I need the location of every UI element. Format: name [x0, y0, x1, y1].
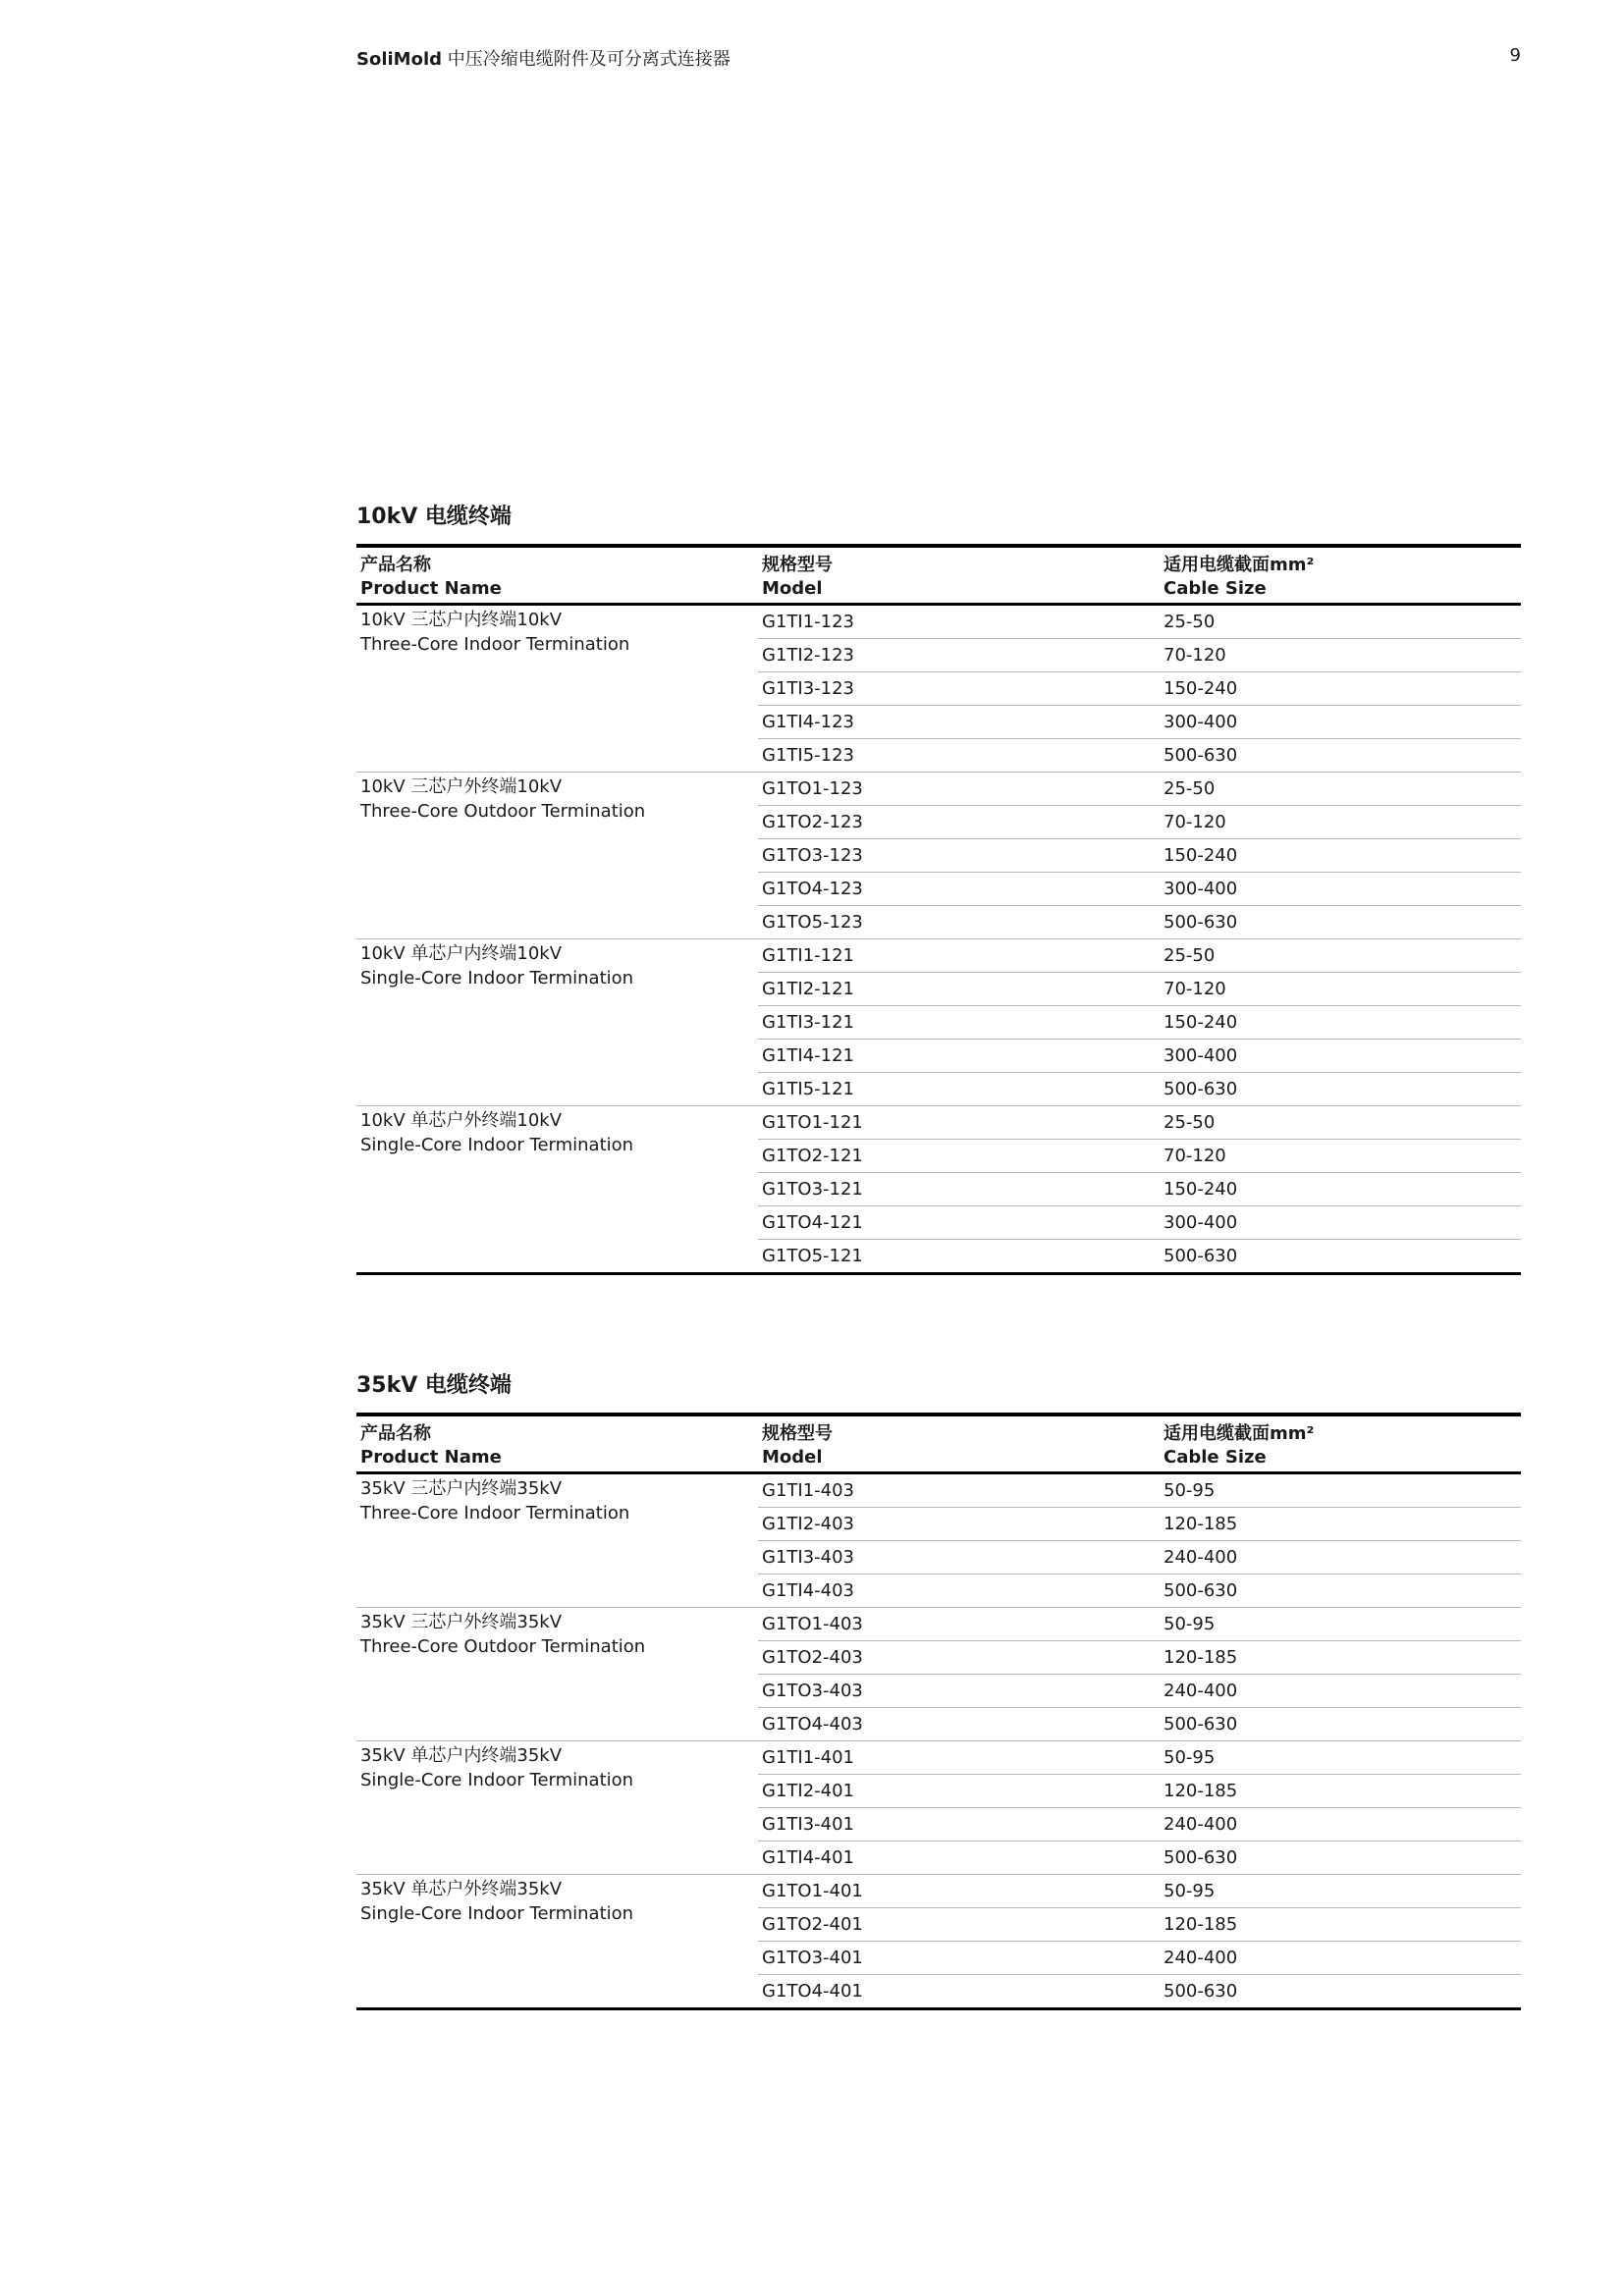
product-name-header-en: Product Name	[360, 578, 502, 599]
model-cell: G1TO1-401	[758, 1875, 1160, 1908]
page-number: 9	[1509, 45, 1521, 66]
cable-size-cell: 240-400	[1160, 1675, 1521, 1708]
model-cell: G1TI3-121	[758, 1006, 1160, 1040]
cable-size-cell: 120-185	[1160, 1775, 1521, 1808]
model-header	[758, 546, 1160, 605]
product-name-cn: 35kV 三芯户内终端35kV	[360, 1478, 563, 1499]
product-name-en: Three-Core Indoor Termination	[360, 634, 630, 655]
model-cell: G1TO2-123	[758, 806, 1160, 839]
model-cell: G1TO2-121	[758, 1140, 1160, 1173]
cable-size-header	[1160, 1415, 1521, 1473]
product-name-en: Single-Core Indoor Termination	[360, 1135, 634, 1155]
section-10kv	[356, 503, 1521, 1275]
cable-size-cell: 500-630	[1160, 1073, 1521, 1106]
model-cell: G1TO1-403	[758, 1608, 1160, 1641]
cable-size-cell: 120-185	[1160, 1641, 1521, 1675]
cable-size-cell: 25-50	[1160, 773, 1521, 806]
cable-size-cell: 150-240	[1160, 839, 1521, 873]
cable-size-header-cn: 适用电缆截面mm²	[1164, 1423, 1315, 1444]
product-name-header-cn: 产品名称	[360, 1423, 431, 1444]
product-name-cell	[356, 1875, 758, 2009]
product-name-cn: 35kV 单芯户内终端35kV	[360, 1745, 563, 1766]
brand-name: SoliMold	[356, 49, 443, 70]
product-name-en: Single-Core Indoor Termination	[360, 968, 634, 988]
model-header-en: Model	[762, 578, 823, 599]
cable-size-cell: 25-50	[1160, 1106, 1521, 1140]
table-row	[356, 1741, 1521, 1775]
cable-size-cell: 240-400	[1160, 1541, 1521, 1575]
cable-size-cell: 25-50	[1160, 605, 1521, 639]
product-name-cn: 10kV 单芯户内终端10kV	[360, 943, 563, 964]
product-name-cn: 10kV 单芯户外终端10kV	[360, 1110, 563, 1131]
product-name-cn: 10kV 三芯户外终端10kV	[360, 776, 563, 797]
model-cell: G1TI4-403	[758, 1575, 1160, 1608]
model-cell: G1TI5-123	[758, 739, 1160, 773]
cable-size-cell: 50-95	[1160, 1875, 1521, 1908]
product-name-cell	[356, 605, 758, 773]
model-cell: G1TI3-123	[758, 672, 1160, 706]
model-cell: G1TI2-401	[758, 1775, 1160, 1808]
table-row	[356, 1473, 1521, 1508]
section-title: 10kV 电缆终端	[356, 505, 512, 529]
section-title: 35kV 电缆终端	[356, 1373, 512, 1398]
table-row	[356, 1875, 1521, 1908]
cable-size-cell: 500-630	[1160, 906, 1521, 939]
model-cell: G1TI4-123	[758, 706, 1160, 739]
table-header-row	[356, 1415, 1521, 1473]
cable-size-cell: 150-240	[1160, 1006, 1521, 1040]
cable-size-header	[1160, 546, 1521, 605]
cable-size-header-en: Cable Size	[1164, 1447, 1267, 1468]
product-name-en: Three-Core Outdoor Termination	[360, 1636, 646, 1657]
product-name-en: Three-Core Outdoor Termination	[360, 801, 646, 822]
table-row	[356, 1608, 1521, 1641]
model-cell: G1TI4-121	[758, 1040, 1160, 1073]
cable-size-cell: 25-50	[1160, 939, 1521, 973]
cable-size-cell: 120-185	[1160, 1908, 1521, 1942]
table-row	[356, 605, 1521, 639]
model-cell: G1TO3-123	[758, 839, 1160, 873]
product-name-cell	[356, 1608, 758, 1741]
model-header-cn: 规格型号	[762, 1423, 833, 1444]
product-name-cell	[356, 1741, 758, 1875]
model-cell: G1TI3-401	[758, 1808, 1160, 1842]
cable-size-cell: 240-400	[1160, 1808, 1521, 1842]
model-cell: G1TI2-403	[758, 1508, 1160, 1541]
product-name-header	[356, 546, 758, 605]
model-cell: G1TI1-401	[758, 1741, 1160, 1775]
product-name-cn: 10kV 三芯户内终端10kV	[360, 610, 563, 630]
cable-size-cell: 500-630	[1160, 1708, 1521, 1741]
page-header	[356, 45, 1521, 69]
model-cell: G1TO5-121	[758, 1240, 1160, 1274]
model-cell: G1TO3-401	[758, 1942, 1160, 1975]
cable-size-cell: 150-240	[1160, 672, 1521, 706]
cable-size-cell: 150-240	[1160, 1173, 1521, 1206]
cable-size-cell: 500-630	[1160, 1575, 1521, 1608]
model-cell: G1TO3-121	[758, 1173, 1160, 1206]
model-cell: G1TI2-123	[758, 639, 1160, 672]
product-name-header-en: Product Name	[360, 1447, 502, 1468]
product-table	[356, 544, 1521, 1275]
product-name-cell	[356, 939, 758, 1106]
model-cell: G1TO4-123	[758, 873, 1160, 906]
model-cell: G1TO4-401	[758, 1975, 1160, 2009]
product-name-en: Single-Core Indoor Termination	[360, 1903, 634, 1924]
cable-size-cell: 50-95	[1160, 1473, 1521, 1508]
model-cell: G1TI3-403	[758, 1541, 1160, 1575]
model-cell: G1TO5-123	[758, 906, 1160, 939]
document-title: 中压冷缩电缆附件及可分离式连接器	[447, 49, 731, 70]
model-cell: G1TO3-403	[758, 1675, 1160, 1708]
product-name-cell	[356, 1473, 758, 1608]
model-cell: G1TI5-121	[758, 1073, 1160, 1106]
model-cell: G1TO4-403	[758, 1708, 1160, 1741]
cable-size-cell: 70-120	[1160, 1140, 1521, 1173]
cable-size-cell: 120-185	[1160, 1508, 1521, 1541]
cable-size-cell: 70-120	[1160, 973, 1521, 1006]
model-cell: G1TO2-403	[758, 1641, 1160, 1675]
model-cell: G1TO2-401	[758, 1908, 1160, 1942]
table-row	[356, 939, 1521, 973]
product-name-en: Single-Core Indoor Termination	[360, 1770, 634, 1790]
model-cell: G1TI1-123	[758, 605, 1160, 639]
cable-size-cell: 300-400	[1160, 1206, 1521, 1240]
cable-size-cell: 50-95	[1160, 1741, 1521, 1775]
cable-size-cell: 500-630	[1160, 1842, 1521, 1875]
model-header-cn: 规格型号	[762, 555, 833, 575]
cable-size-cell: 50-95	[1160, 1608, 1521, 1641]
section-35kv	[356, 1371, 1521, 2010]
cable-size-cell: 300-400	[1160, 706, 1521, 739]
cable-size-cell: 240-400	[1160, 1942, 1521, 1975]
product-name-cn: 35kV 三芯户外终端35kV	[360, 1612, 563, 1632]
model-cell: G1TO1-121	[758, 1106, 1160, 1140]
cable-size-cell: 300-400	[1160, 873, 1521, 906]
table-row	[356, 1106, 1521, 1140]
product-table	[356, 1413, 1521, 2010]
cable-size-cell: 70-120	[1160, 806, 1521, 839]
cable-size-cell: 70-120	[1160, 639, 1521, 672]
cable-size-cell: 500-630	[1160, 739, 1521, 773]
product-name-header	[356, 1415, 758, 1473]
product-name-cell	[356, 773, 758, 939]
model-cell: G1TO1-123	[758, 773, 1160, 806]
model-header-en: Model	[762, 1447, 823, 1468]
model-cell: G1TI1-121	[758, 939, 1160, 973]
model-cell: G1TI2-121	[758, 973, 1160, 1006]
table-header-row	[356, 546, 1521, 605]
product-name-cn: 35kV 单芯户外终端35kV	[360, 1879, 563, 1899]
product-name-cell	[356, 1106, 758, 1274]
model-header	[758, 1415, 1160, 1473]
table-row	[356, 773, 1521, 806]
product-name-header-cn: 产品名称	[360, 555, 431, 575]
model-cell: G1TO4-121	[758, 1206, 1160, 1240]
cable-size-cell: 500-630	[1160, 1975, 1521, 2009]
cable-size-header-cn: 适用电缆截面mm²	[1164, 555, 1315, 575]
model-cell: G1TI4-401	[758, 1842, 1160, 1875]
cable-size-header-en: Cable Size	[1164, 578, 1267, 599]
model-cell: G1TI1-403	[758, 1473, 1160, 1508]
product-name-en: Three-Core Indoor Termination	[360, 1503, 630, 1523]
cable-size-cell: 500-630	[1160, 1240, 1521, 1274]
cable-size-cell: 300-400	[1160, 1040, 1521, 1073]
